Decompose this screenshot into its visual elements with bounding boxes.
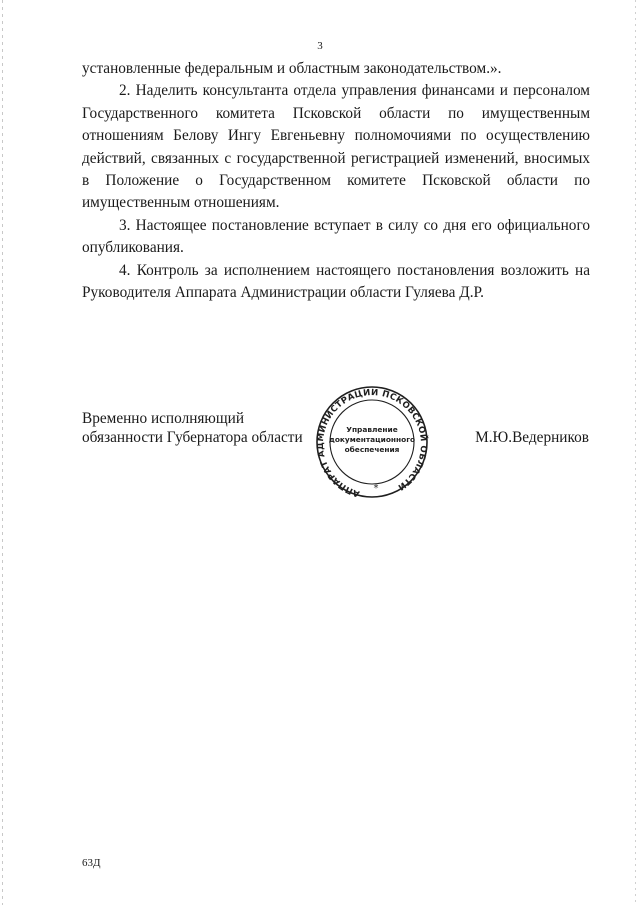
footer-code: 63Д — [82, 857, 101, 869]
body-text — [82, 58, 590, 304]
stamp-inner-line2: документационного — [328, 435, 416, 444]
page-number: 3 — [317, 40, 323, 52]
signer-name: М.Ю.Ведерников — [475, 429, 589, 446]
paragraph-item-4: 4. Контроль за исполнением настоящего постановления возложить на Руководителя Аппарата Администрации области Гуляева Д.Р. — [82, 261, 590, 302]
signature-position-line2: обязанности Губернатора области — [82, 429, 303, 446]
stamp-inner-line1: Управление — [346, 425, 398, 434]
official-stamp — [306, 383, 438, 501]
stamp-star-icon: * — [373, 483, 379, 494]
signature-position-line1: Временно исполняющий — [82, 410, 244, 427]
paragraph-item-2: 2. Наделить консультанта отдела управления финансами и персоналом Государственного комитета Псковской области по имущественным отношениям Белову Ингу Евгеньевну полномочиями по осуществлению действий, связанных с государственной регистрацией изменений, вносимых в Положение о Государственном комитете Псковской области по имущественным отношениям. — [82, 82, 590, 212]
paragraph-item-3: 3. Настоящее постановление вступает в силу со дня его официального опубликования. — [82, 216, 590, 257]
signature-position — [82, 409, 303, 447]
page-edge-right — [635, 0, 636, 905]
stamp-outer-text: АППАРАТ АДМИНИСТРАЦИИ ПСКОВСКОЙ ОБЛАСТИ — [315, 387, 429, 499]
stamp-inner-line3: обеспечения — [344, 445, 400, 454]
paragraph-continuation: установленные федеральным и областным законодательством.». — [82, 60, 502, 77]
page-edge-left — [2, 0, 3, 905]
